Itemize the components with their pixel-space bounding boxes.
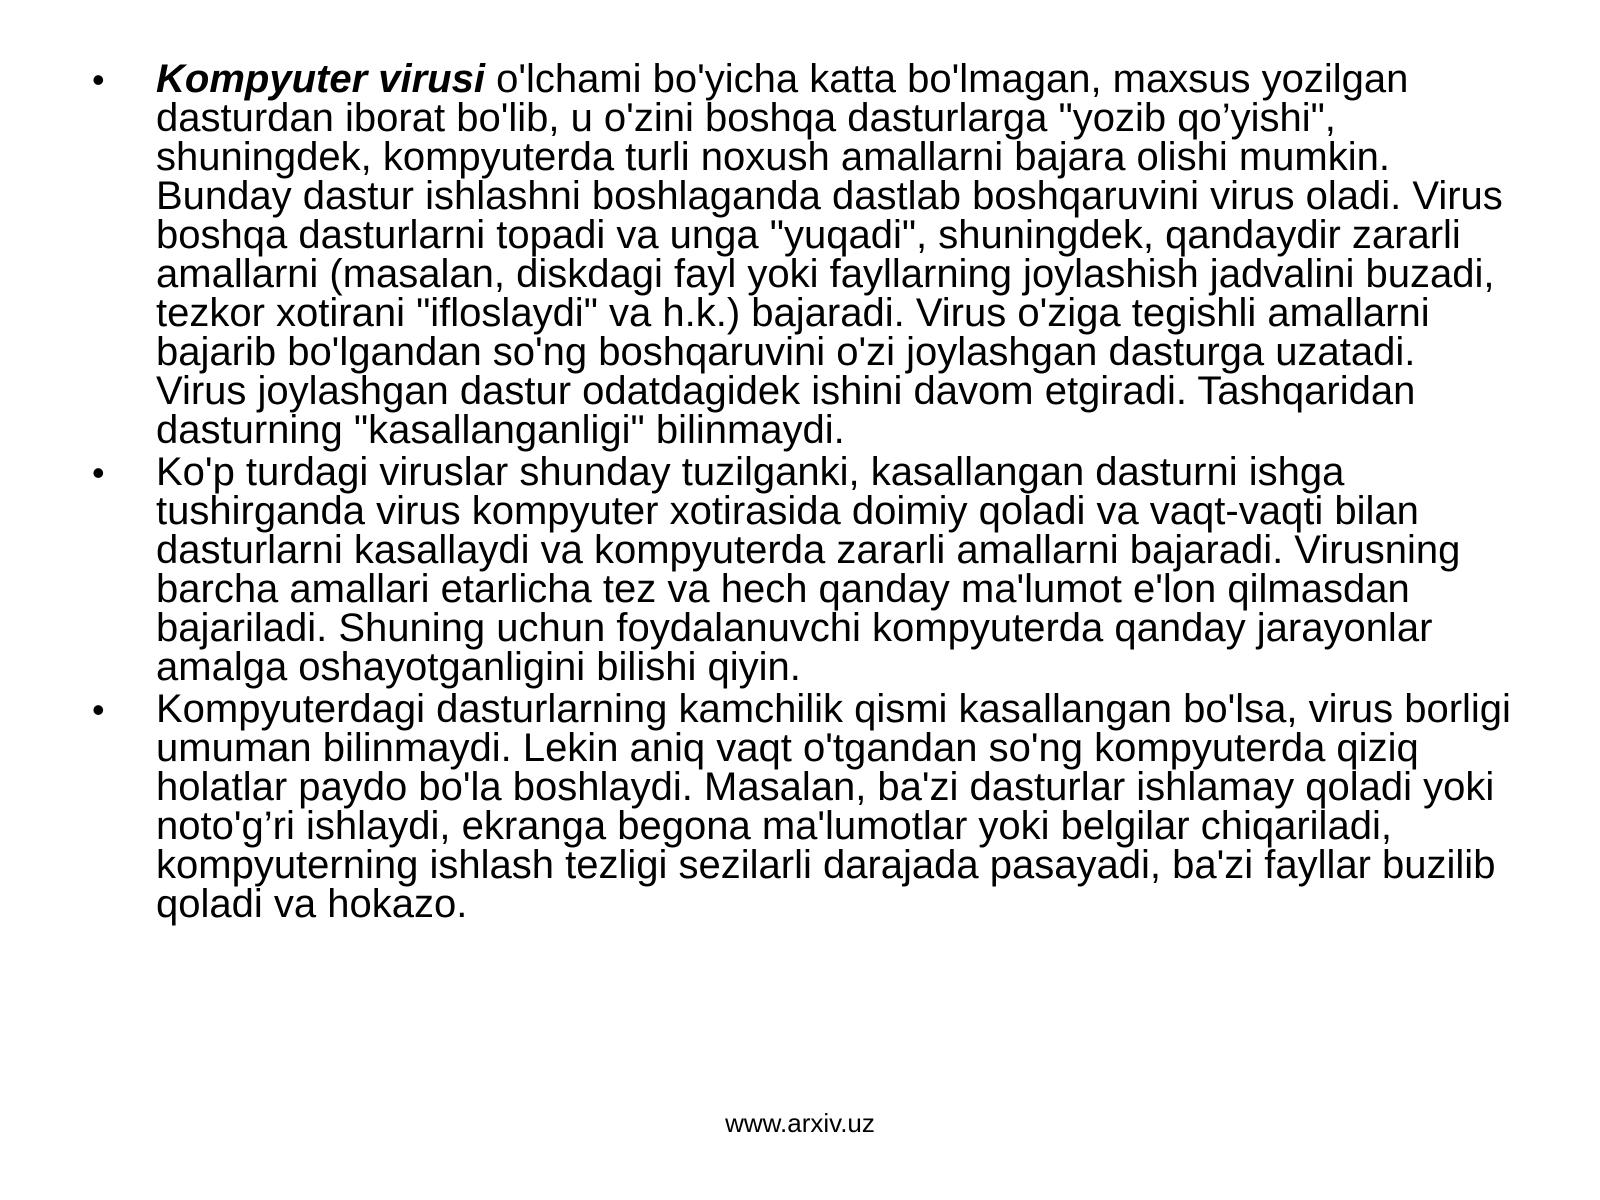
bullet-term: Kompyuter virusi bbox=[156, 57, 485, 101]
bullet-item-2 bbox=[92, 450, 1512, 689]
bullet-text: o'lchami bo'yicha katta bo'lmagan, maxsus yozilgan dasturdan iborat bo'lib, u o'zini boshqa dasturlarga "yozib qo’yishi", shuningdek, kompyuterda turli noxush amallarni bajara olishi mumkin. Bunday dastur ishlashni boshlaganda dastlab boshqaruvini virus oladi. Virus boshqa dasturlarni topadi va unga "yuqadi", shuningdek, qandaydir zararli amallarni (masalan, diskdagi fayl yoki fayllarning joylashish jadvalini buzadi, tezkor xotirani "ifloslaydi" va h.k.) bajaradi. Virus o'ziga tegishli amallarni bajarib bo'lgandan so'ng boshqaruvini o'zi joylashgan dasturga uzatadi. Virus joylashgan dastur odatdagidek ishini davom etgiradi. Tashqaridan dasturning "kasallanganligi" bilinmaydi. bbox=[156, 57, 1503, 452]
bullet-item-3 bbox=[92, 687, 1512, 926]
bullet-text: Kompyuterdagi dasturlarning kamchilik qismi kasallangan bo'lsa, virus borligi umuman bilinmaydi. Lekin aniq vaqt o'tgandan so'ng kompyuterda qiziq holatlar paydo bo'la boshlaydi. Masalan, ba'zi dasturlar ishlamay qoladi yoki noto'g’ri ishlaydi, ekranga begona ma'lumotlar yoki belgilar chiqariladi, kompyuterning ishlash tezligi sezilarli darajada pasayadi, ba'zi fayllar buzilib qoladi va hokazo. bbox=[156, 687, 1511, 926]
bullet-dot-icon: • bbox=[92, 59, 105, 100]
bullet-dot-icon: • bbox=[92, 452, 105, 493]
bullet-item-1 bbox=[92, 57, 1512, 452]
bullet-list bbox=[92, 57, 1512, 927]
bullet-dot-icon: • bbox=[92, 689, 105, 730]
footer-url: www.arxiv.uz bbox=[725, 1108, 875, 1138]
bullet-text: Ko'p turdagi viruslar shunday tuzilganki, kasallangan dasturni ishga tushirganda virus kompyuter xotirasida doimiy qoladi va vaqt-vaqti bilan dasturlarni kasallaydi va kompyuterda zararli amallarni bajaradi. Virusning barcha amallari etarlicha tez va hech qanday ma'lumot e'lon qilmasdan bajariladi. Shuning uchun foydalanuvchi kompyuterda qanday jarayonlar amalga oshayotganligini bilishi qiyin. bbox=[156, 450, 1461, 689]
